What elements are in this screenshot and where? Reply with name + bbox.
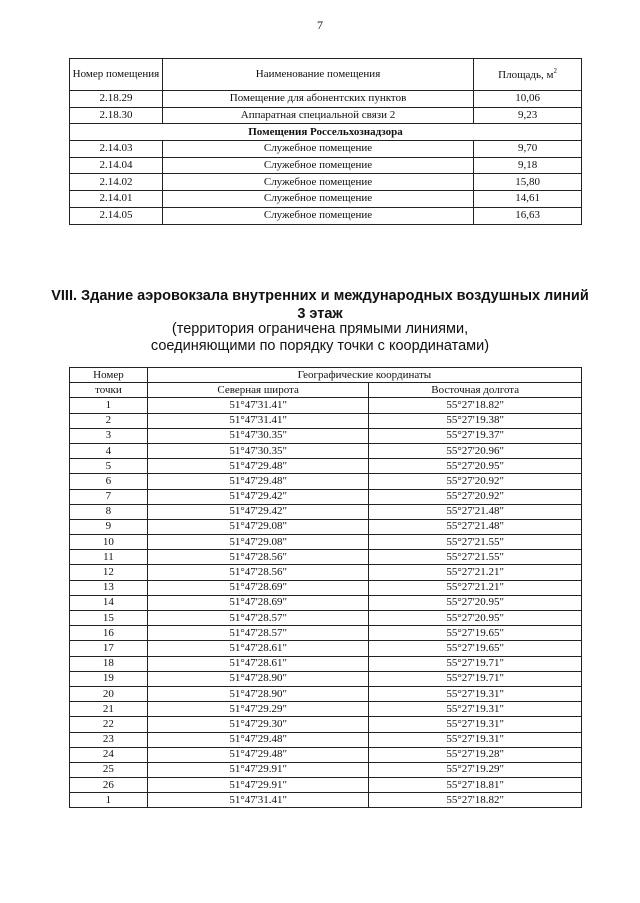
east-longitude: 55°27'19.38" xyxy=(369,413,582,428)
header-room-area-unit-sup: 2 xyxy=(553,67,558,75)
rooms-header-row xyxy=(70,59,582,91)
room-area: 10,06 xyxy=(474,91,582,108)
east-longitude: 55°27'18.82" xyxy=(369,793,582,808)
north-latitude: 51°47'29.48" xyxy=(147,459,369,474)
east-longitude: 55°27'20.95" xyxy=(369,595,582,610)
table-row xyxy=(70,762,582,777)
table-row xyxy=(70,671,582,686)
point-number: 16 xyxy=(70,626,148,641)
rooms-table xyxy=(69,58,582,225)
east-longitude: 55°27'19.31" xyxy=(369,732,582,747)
north-latitude: 51°47'29.08" xyxy=(147,535,369,550)
table-row xyxy=(70,174,582,191)
east-longitude: 55°27'19.71" xyxy=(369,656,582,671)
east-longitude: 55°27'20.95" xyxy=(369,459,582,474)
north-latitude: 51°47'28.69" xyxy=(147,595,369,610)
point-number: 13 xyxy=(70,580,148,595)
point-number: 18 xyxy=(70,656,148,671)
room-area: 14,61 xyxy=(474,191,582,208)
north-latitude: 51°47'29.91" xyxy=(147,778,369,793)
room-area: 16,63 xyxy=(474,207,582,224)
room-name: Аппаратная специальной связи 2 xyxy=(162,107,473,124)
table-row xyxy=(70,535,582,550)
east-longitude: 55°27'18.82" xyxy=(369,398,582,413)
north-latitude: 51°47'31.41" xyxy=(147,413,369,428)
room-name: Служебное помещение xyxy=(162,207,473,224)
east-longitude: 55°27'21.55" xyxy=(369,535,582,550)
north-latitude: 51°47'28.90" xyxy=(147,671,369,686)
north-latitude: 51°47'29.30" xyxy=(147,717,369,732)
east-longitude: 55°27'18.81" xyxy=(369,778,582,793)
header-north-latitude: Северная широта xyxy=(147,383,369,398)
room-number: 2.18.29 xyxy=(70,91,163,108)
section-row xyxy=(70,124,582,141)
point-number: 17 xyxy=(70,641,148,656)
room-name: Служебное помещение xyxy=(162,174,473,191)
point-number: 20 xyxy=(70,686,148,701)
table-row xyxy=(70,626,582,641)
point-number: 14 xyxy=(70,595,148,610)
north-latitude: 51°47'29.48" xyxy=(147,474,369,489)
east-longitude: 55°27'20.95" xyxy=(369,611,582,626)
table-row xyxy=(70,793,582,808)
header-geo-coordinates: Географические координаты xyxy=(147,368,581,383)
table-row xyxy=(70,580,582,595)
section-heading-note-1: (территория ограничена прямыми линиями, xyxy=(171,321,469,337)
section-heading-note-2: соединяющими по порядку точки с координатами) xyxy=(150,338,490,354)
section-heading-title: VIII. Здание аэровокзала внутренних и международных воздушных линий xyxy=(51,288,589,304)
room-name: Помещение для абонентских пунктов xyxy=(162,91,473,108)
east-longitude: 55°27'19.29" xyxy=(369,762,582,777)
north-latitude: 51°47'28.56" xyxy=(147,550,369,565)
coords-header-row-2 xyxy=(70,383,582,398)
east-longitude: 55°27'21.48" xyxy=(369,519,582,534)
point-number: 15 xyxy=(70,611,148,626)
east-longitude: 55°27'21.21" xyxy=(369,565,582,580)
north-latitude: 51°47'31.41" xyxy=(147,793,369,808)
table-row xyxy=(70,656,582,671)
east-longitude: 55°27'19.65" xyxy=(369,641,582,656)
room-number: 2.14.05 xyxy=(70,207,163,224)
north-latitude: 51°47'28.69" xyxy=(147,580,369,595)
north-latitude: 51°47'30.35" xyxy=(147,428,369,443)
point-number: 19 xyxy=(70,671,148,686)
point-number: 1 xyxy=(70,398,148,413)
table-row xyxy=(70,107,582,124)
north-latitude: 51°47'29.29" xyxy=(147,702,369,717)
table-row xyxy=(70,91,582,108)
header-point-number-line1: Номер xyxy=(70,368,148,383)
page-number: 7 xyxy=(317,18,323,32)
table-row xyxy=(70,747,582,762)
point-number: 2 xyxy=(70,413,148,428)
room-area: 9,23 xyxy=(474,107,582,124)
table-row xyxy=(70,191,582,208)
east-longitude: 55°27'21.48" xyxy=(369,504,582,519)
room-number: 2.14.03 xyxy=(70,141,163,158)
header-east-longitude: Восточная долгота xyxy=(369,383,582,398)
point-number: 22 xyxy=(70,717,148,732)
table-row xyxy=(70,459,582,474)
header-room-name: Наименование помещения xyxy=(162,59,473,91)
room-number: 2.14.02 xyxy=(70,174,163,191)
table-row xyxy=(70,595,582,610)
point-number: 9 xyxy=(70,519,148,534)
table-row xyxy=(70,519,582,534)
point-number: 1 xyxy=(70,793,148,808)
north-latitude: 51°47'28.57" xyxy=(147,626,369,641)
table-row xyxy=(70,778,582,793)
north-latitude: 51°47'29.08" xyxy=(147,519,369,534)
room-name: Служебное помещение xyxy=(162,141,473,158)
point-number: 7 xyxy=(70,489,148,504)
point-number: 24 xyxy=(70,747,148,762)
table-row xyxy=(70,550,582,565)
section-label: Помещения Россельхознадзора xyxy=(70,124,582,141)
east-longitude: 55°27'19.65" xyxy=(369,626,582,641)
table-row xyxy=(70,443,582,458)
table-row xyxy=(70,686,582,701)
east-longitude: 55°27'20.92" xyxy=(369,489,582,504)
header-point-number-line2: точки xyxy=(70,383,148,398)
east-longitude: 55°27'19.31" xyxy=(369,717,582,732)
point-number: 21 xyxy=(70,702,148,717)
table-row xyxy=(70,398,582,413)
room-area: 9,18 xyxy=(474,157,582,174)
north-latitude: 51°47'29.42" xyxy=(147,504,369,519)
north-latitude: 51°47'29.48" xyxy=(147,732,369,747)
north-latitude: 51°47'28.57" xyxy=(147,611,369,626)
room-number: 2.18.30 xyxy=(70,107,163,124)
point-number: 26 xyxy=(70,778,148,793)
east-longitude: 55°27'19.71" xyxy=(369,671,582,686)
point-number: 25 xyxy=(70,762,148,777)
table-row xyxy=(70,641,582,656)
room-name: Служебное помещение xyxy=(162,191,473,208)
north-latitude: 51°47'29.91" xyxy=(147,762,369,777)
point-number: 8 xyxy=(70,504,148,519)
north-latitude: 51°47'28.56" xyxy=(147,565,369,580)
table-row xyxy=(70,611,582,626)
north-latitude: 51°47'28.61" xyxy=(147,656,369,671)
point-number: 4 xyxy=(70,443,148,458)
east-longitude: 55°27'21.55" xyxy=(369,550,582,565)
table-row xyxy=(70,504,582,519)
table-row xyxy=(70,565,582,580)
table-row xyxy=(70,702,582,717)
table-row xyxy=(70,489,582,504)
coordinates-table xyxy=(69,367,582,808)
east-longitude: 55°27'20.96" xyxy=(369,443,582,458)
table-row xyxy=(70,207,582,224)
header-room-number: Номер помещения xyxy=(70,59,163,91)
room-number: 2.14.01 xyxy=(70,191,163,208)
east-longitude: 55°27'19.31" xyxy=(369,702,582,717)
room-number: 2.14.04 xyxy=(70,157,163,174)
table-row xyxy=(70,717,582,732)
header-room-area xyxy=(474,59,582,91)
point-number: 23 xyxy=(70,732,148,747)
east-longitude: 55°27'19.28" xyxy=(369,747,582,762)
point-number: 6 xyxy=(70,474,148,489)
east-longitude: 55°27'21.21" xyxy=(369,580,582,595)
coords-header-row-1 xyxy=(70,368,582,383)
north-latitude: 51°47'29.42" xyxy=(147,489,369,504)
north-latitude: 51°47'30.35" xyxy=(147,443,369,458)
room-area: 9,70 xyxy=(474,141,582,158)
table-row xyxy=(70,141,582,158)
room-name: Служебное помещение xyxy=(162,157,473,174)
point-number: 5 xyxy=(70,459,148,474)
section-heading-floor: 3 этаж xyxy=(297,306,343,322)
table-row xyxy=(70,157,582,174)
north-latitude: 51°47'31.41" xyxy=(147,398,369,413)
north-latitude: 51°47'29.48" xyxy=(147,747,369,762)
point-number: 11 xyxy=(70,550,148,565)
room-area: 15,80 xyxy=(474,174,582,191)
table-row xyxy=(70,428,582,443)
east-longitude: 55°27'19.31" xyxy=(369,686,582,701)
east-longitude: 55°27'19.37" xyxy=(369,428,582,443)
table-row xyxy=(70,474,582,489)
point-number: 10 xyxy=(70,535,148,550)
point-number: 3 xyxy=(70,428,148,443)
north-latitude: 51°47'28.90" xyxy=(147,686,369,701)
north-latitude: 51°47'28.61" xyxy=(147,641,369,656)
table-row xyxy=(70,732,582,747)
east-longitude: 55°27'20.92" xyxy=(369,474,582,489)
table-row xyxy=(70,413,582,428)
point-number: 12 xyxy=(70,565,148,580)
header-room-area-label: Площадь, м xyxy=(498,69,554,81)
